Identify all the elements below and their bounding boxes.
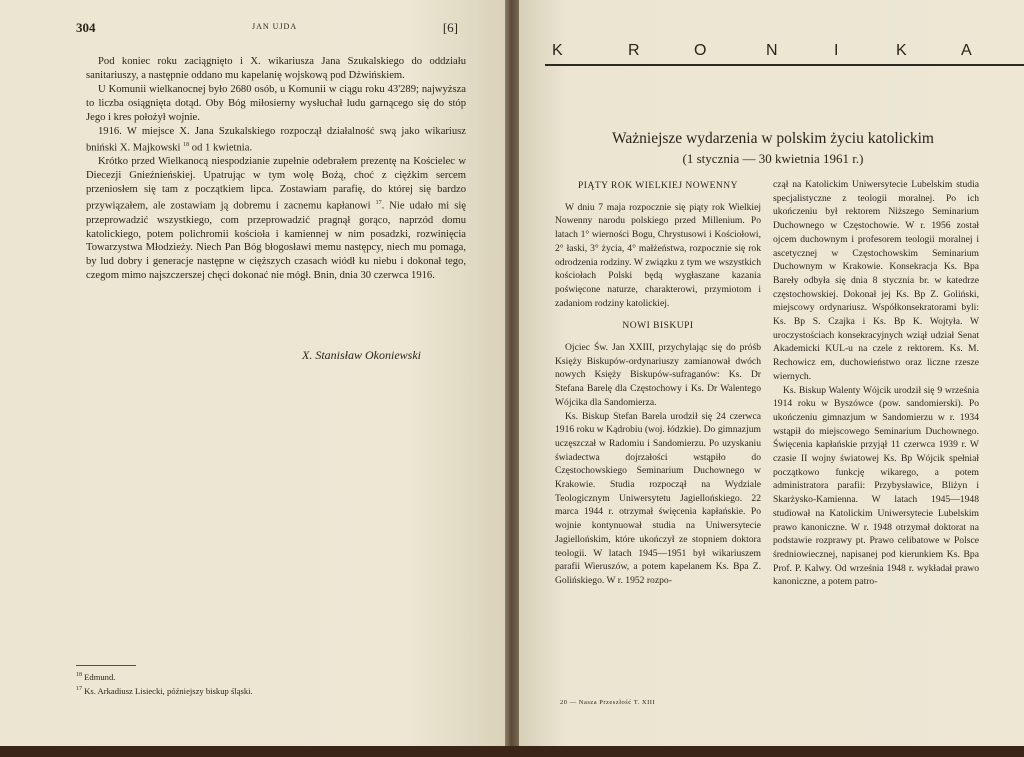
book-cover-edge: [0, 746, 1024, 757]
section-heading: PIĄTY ROK WIELKIEJ NOWENNY: [578, 181, 738, 191]
book-gutter: [505, 0, 519, 757]
header-letter: K: [896, 42, 907, 59]
section-header-kronika: [552, 42, 1016, 64]
column-right: [773, 178, 979, 589]
header-letter: N: [766, 42, 778, 59]
paragraph: Ojciec Św. Jan XXIII, przychylając się do próśb Księży Biskupów-ordynariuszy zamianował dwóch nowych Księży Biskupów-sufraganów: Ks. Dr Stefana Barelę dla Częstochowy i Ks. Dr Walentego Wójcika dla Sandomierza.: [555, 342, 761, 408]
footnotes: [76, 669, 396, 697]
header-letter: R: [628, 42, 640, 59]
header-rule: [545, 64, 1024, 66]
running-header: [76, 20, 458, 36]
paragraph: czął na Katolickim Uniwersytecie Lubelskim studia specjalistyczne z teologii moralnej. Po ich ukończeniu był rektorem Niższego Seminarium Duchownego w Częstochowie. W r. 1956 został ojcem duchownym i profesorem teologii moralnej i ascetycznej w Częstochowskim Seminarium Duchownym w Krakowie. Konsekracja Ks. Bpa Bareły odbyła się dnia 8 stycznia br. w katedrze częstochowskiej. Dokonał jej Ks. Bp Z. Goliński, miejscowy ordynariusz. Współkonsekratorami byli: Ks. Bp S. Czajka i Ks. Bp K. Wojtyła. W uroczystościach konsekracyjnych wziął udział Senat Akademicki KUL-u na czele z rektorem. Ks. M. Rechowicz em, duchowieństwo oraz liczne rzesze wiernych.: [773, 179, 979, 382]
paragraph: U Komunii wielkanocnej było 2680 osób, u Komunii w ciągu roku 43'289; najwyższa to liczba osiągnięta dotąd. Oby Bóg miłosierny wysłuchał ludu garnącego się do stóp Jego i kres położył wojnie.: [86, 83, 466, 123]
header-letter: A: [961, 42, 972, 59]
left-body-text: [86, 55, 466, 283]
page-footer: 20 — Nasza Przeszłość T. XIII: [560, 699, 656, 706]
section-heading: NOWI BISKUPI: [622, 321, 694, 332]
section-number: [6]: [442, 20, 458, 35]
footnote: $^{18}$ Edmund.: [76, 671, 116, 682]
header-letter: K: [552, 42, 563, 59]
paragraph: Ks. Biskup Stefan Barela urodził się 24 czerwca 1916 roku w Kądrobiu (woj. łódzkie). Do gimnazjum uczęszczał w Radomiu i Sandomierzu. Po uzyskaniu świadectwa dojrzałości wstąpiło do Częstochowskiego Seminarium Duchownego w Krakowie. Studia rozpoczął na Wydziale Teologicznym Uniwersytetu Jagiellońskiego. 22 marca 1944 r. otrzymał święcenia kapłańskie. Po wojnie kontynuował studia na Uniwersytecie Jagiellońskim, które ukończył ze stopniem doktora teologii. W latach 1945—1951 był wikariuszem parafii Wieruszów, a potem kapelanem Ks. Bpa Z. Golińskiego. W r. 1952 rozpo-: [555, 410, 761, 586]
paragraph: W dniu 7 maja rozpocznie się piąty rok Wielkiej Nowenny narodu polskiego przed Millenium. Po latach 1° wierności Bogu, Chrystusowi i Kościołowi, 2° łaski, 3° życia, 4° małżeństwa, rozpocznie się rok odrodzenia rodziny. W związku z tym we wszystkich kościołach Polski będą wygłaszane kazania poświęcone naturze, charakterowi, przymiotom i zadaniom rodziny katolickiej.: [555, 201, 761, 309]
footnote-rule: [76, 665, 136, 666]
footnote-ref: 18: [183, 141, 190, 148]
article-title: Ważniejsze wydarzenia w polskim życiu katolickim: [612, 130, 934, 147]
signature: X. Stanisław Okoniewski: [302, 348, 421, 362]
page-number: 304: [76, 20, 96, 35]
paragraph: Krótko przed Wielkanocą niespodzianie zupełnie odebrałem prezentę na Kościelec w Diecezji Gnieźnieńskiej. Upatrując w tym wolę Bożą, choć z ciężkim sercem przeniosłem się tam z początkiem lipca. Zostawiam parafię, do której się bardzo przywiązałem, ale zostawiam ją dobremu i zacnemu kapłanowi $^{17}$. Nie udało mi się przeprowadzić wszystkiego, com przeprowadzić pragnął gorąco, naprzód domu katolickiego, potem polichromii kościoła i kamiennej w nim posadzki, rozwinięcia Towarzystwa Młodzieży. Niech Pan Bóg błogosławi memu następcy, niech mu pomaga, by lud dobry i generacje następne w cięższych czasach wiódł ku niebu i dokonał tego, czegom mimo najszczerszej chęci dokonać nie mógł. Bnin, dnia 30 czerwca 1916.: [86, 156, 466, 282]
running-title: JAN UJDA: [252, 22, 298, 31]
footnote-ref: 17: [375, 200, 382, 207]
header-letter: O: [694, 42, 707, 59]
column-left: [555, 178, 761, 588]
header-letter: I: [834, 42, 839, 59]
paragraph: 1916. W miejsce X. Jana Szukalskiego rozpoczął działalność swą jako wikariusz bniński X. Majkowski $^{18}$ od 1 kwietnia.: [86, 125, 466, 154]
paragraph: Pod koniec roku zaciągnięto i X. wikariusza Jana Szukalskiego do oddziału sanitariuszy, a następnie oddano mu kapelanię wojskową pod Dźwińskiem.: [86, 56, 466, 81]
paragraph: Ks. Biskup Walenty Wójcik urodził się 9 września 1914 roku w Byszówce (pow. sandomierski). Po ukończeniu gimnazjum w Sandomierzu w r. 1934 wstąpił do miejscowego Seminarium Duchownego. Święcenia kapłańskie przyjął 11 czerwca 1939 r. W czasie II wojny światowej Ks. Bp Wójcik spełniał początkowo funkcję wikarego, a potem administratora parafii: Przybysławice, Bliżyn i Skarżysko-Kamienna. W latach 1945—1948 studiował na Katolickim Uniwersytecie Lubelskim prawo kanoniczne. W r. 1948 otrzymał doktorat na podstawie rozprawy pt. Prawo celibatowe w Polsce średniowiecznej, napisanej pod kierunkiem Ks. Bpa Prof. P. Kalwy. Od września 1948 r. wykładał prawo kanoniczne, a potem patro-: [773, 384, 979, 588]
article-subtitle: (1 stycznia — 30 kwietnia 1961 r.): [682, 151, 864, 166]
footnote: $^{17}$ Ks. Arkadiusz Lisiecki, późniejszy biskup śląski.: [76, 685, 253, 696]
